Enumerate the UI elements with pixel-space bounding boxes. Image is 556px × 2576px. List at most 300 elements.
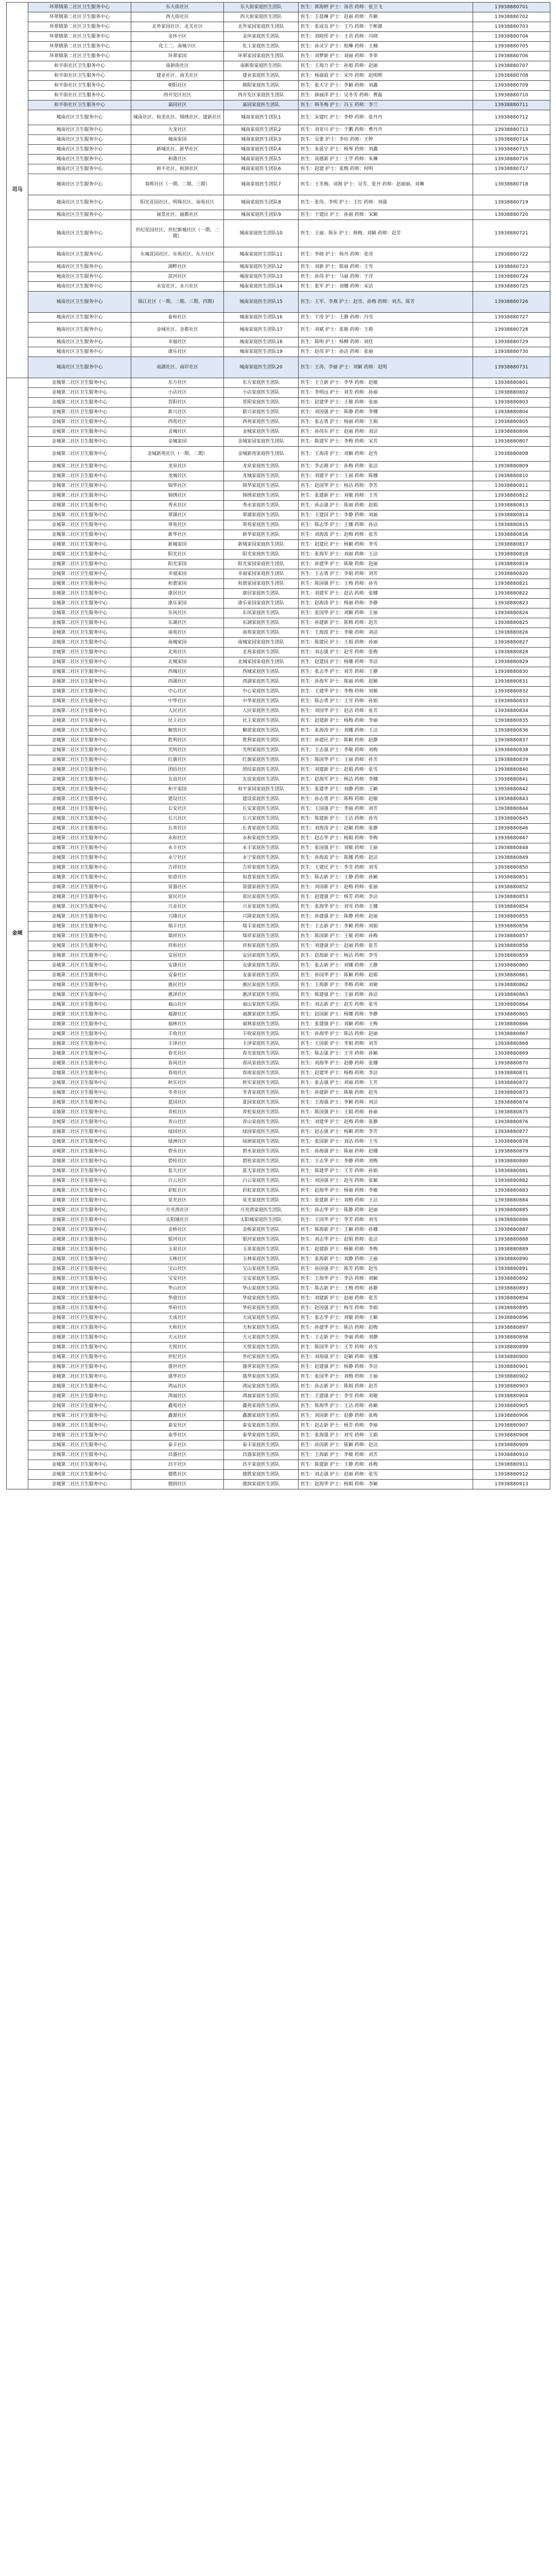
phone-number-cell: 13938880877 (473, 1127, 550, 1137)
table-row (7, 91, 550, 100)
team-name-cell: 阳光家园家庭医生团队 (224, 560, 299, 569)
team-name-cell: 春风家庭医生团队 (224, 1059, 299, 1069)
phone-number-cell: 13938880729 (473, 337, 550, 347)
team-members-cell: 医生：刘海涛 护士：赵颖 药师：张静 (299, 824, 473, 834)
team-members-cell: 医生：赵海军 护士：杨洁 药师：李娜 (299, 775, 473, 785)
service-zone-cell: 幸福社区 (131, 337, 224, 347)
service-zone-cell: 祥和社区 (131, 941, 224, 951)
team-members-cell: 医生：王冬梅、刘海 护士：吴雪、张丹 药师：赵丽丽、刘琳 (299, 174, 473, 195)
team-members-cell: 医生：张建强 护士：刘颖 药师：王梅 (299, 1020, 473, 1029)
service-zone-cell: 东风社区 (131, 608, 224, 618)
team-members-cell: 医生：王建国 护士：李静 药师：刘丽 (299, 511, 473, 520)
table-row (7, 313, 550, 323)
phone-number-cell: 13938880836 (473, 726, 550, 736)
service-zone-cell: 新兴社区 (131, 408, 224, 417)
table-row (7, 628, 550, 638)
service-zone-cell: 新城社区、新华社区 (131, 145, 224, 155)
team-members-cell: 医生：李志刚 护士：孙梅 药师：张洁 (299, 462, 473, 471)
team-name-cell: 和谐家园家庭医生团队 (224, 579, 299, 589)
team-name-cell: 华府家庭医生团队 (224, 1303, 299, 1313)
team-name-cell: 北城家园家庭医生团队 (224, 657, 299, 667)
table-row (7, 1166, 550, 1176)
table-row (7, 1255, 550, 1264)
center-name-cell: 金城第二社区卫生服务中心 (28, 736, 131, 745)
team-members-cell: 医生：陈建新 护士：王洁 药师：孙雪 (299, 814, 473, 824)
service-zone-cell: 蓝天社区 (131, 1166, 224, 1176)
center-name-cell: 金城第二社区卫生服务中心 (28, 560, 131, 569)
center-name-cell: 金城第二社区卫生服务中心 (28, 1235, 131, 1245)
center-name-cell: 金城第二社区卫生服务中心 (28, 1117, 131, 1127)
center-name-cell: 金城第二社区卫生服务中心 (28, 1274, 131, 1284)
roster-body (7, 3, 550, 1489)
team-name-cell: 翠湖家庭医生团队 (224, 511, 299, 520)
team-name-cell: 瑞丰家庭医生团队 (224, 922, 299, 931)
center-name-cell: 环翠镇第二社区卫生服务中心 (28, 32, 131, 42)
phone-number-cell: 13938880704 (473, 32, 550, 42)
center-name-cell: 环翠镇第二社区卫生服务中心 (28, 12, 131, 22)
center-name-cell: 城南社区卫生服务中心 (28, 195, 131, 210)
phone-number-cell: 13938880875 (473, 1108, 550, 1117)
service-zone-cell: 龙泉社区 (131, 462, 224, 471)
phone-number-cell: 13938880899 (473, 1343, 550, 1352)
service-zone-cell: 兴业社区 (131, 902, 224, 912)
team-name-cell: 安泰家庭医生团队 (224, 971, 299, 980)
service-zone-cell: 盛世社区 (131, 1362, 224, 1372)
center-name-cell: 城南社区卫生服务中心 (28, 357, 131, 378)
phone-number-cell: 13938880860 (473, 961, 550, 971)
team-members-cell: 医生：孙建民 护士：陈颖 药师：赵静 (299, 736, 473, 745)
team-members-cell: 医生：刘梦新 护士：刘丽 药师：李菲 (299, 52, 473, 61)
team-name-cell: 西大街家庭医生团队 (224, 12, 299, 22)
team-name-cell: 玉泉家庭医生团队 (224, 1245, 299, 1255)
table-row (7, 765, 550, 775)
service-zone-cell: 大龙社区 (131, 125, 224, 135)
phone-number-cell: 13938880848 (473, 843, 550, 853)
service-zone-cell: 惠民社区 (131, 980, 224, 990)
team-name-cell: 瑞祥家庭医生团队 (224, 931, 299, 941)
service-zone-cell: 锦绣社区 (131, 491, 224, 501)
phone-number-cell: 13938880853 (473, 892, 550, 902)
team-name-cell: 城南家庭医生团队9 (224, 210, 299, 220)
team-members-cell: 医生：张海新 护士：刘静 药师：王丽 (299, 1255, 473, 1264)
table-row (7, 883, 550, 892)
service-zone-cell: 北苑社区 (131, 648, 224, 657)
team-name-cell: 鑫苑家庭医生团队 (224, 1401, 299, 1411)
center-name-cell: 金城第二社区卫生服务中心 (28, 755, 131, 765)
team-members-cell: 医生：王国强 护士：李丽 药师：刘芳 (299, 804, 473, 814)
table-row (7, 520, 550, 530)
center-name-cell: 城南社区卫生服务中心 (28, 135, 131, 145)
table-row (7, 501, 550, 511)
team-name-cell: 长青家庭医生团队 (224, 824, 299, 834)
team-members-cell: 医生：刘志强 护士：赵丽 药师：张雪 (299, 1470, 473, 1480)
service-zone-cell: 华山社区 (131, 1284, 224, 1294)
center-name-cell: 金城第二社区卫生服务中心 (28, 1303, 131, 1313)
center-name-cell: 金城第二社区卫生服务中心 (28, 481, 131, 491)
service-zone-cell: 金域社区、金都社区 (131, 323, 224, 337)
service-zone-cell: 青松社区 (131, 1108, 224, 1117)
team-members-cell: 医生：孙国强 护士：陈芳 药师：赵雪 (299, 1264, 473, 1274)
table-row (7, 834, 550, 843)
service-zone-cell: 德胜社区 (131, 1470, 224, 1480)
center-name-cell: 金城第二社区卫生服务中心 (28, 388, 131, 398)
team-members-cell: 医生：王建强 护士：李雪 药师：刘敏 (299, 1392, 473, 1401)
team-name-cell: 天和家庭医生团队 (224, 1323, 299, 1333)
table-row (7, 550, 550, 560)
table-row (7, 462, 550, 471)
phone-number-cell: 13938880886 (473, 1215, 550, 1225)
team-members-cell: 医生：刘海波 护士：赵梅 药师：张芳 (299, 530, 473, 540)
team-name-cell: 城南家庭医生团队5 (224, 155, 299, 164)
phone-number-cell: 13938880838 (473, 745, 550, 755)
phone-number-cell: 13938880880 (473, 1157, 550, 1166)
table-row (7, 1039, 550, 1049)
team-members-cell: 医生：刘建平 护士：王丽 药师：陈娜 (299, 471, 473, 481)
team-name-cell: 宝山家庭医生团队 (224, 1264, 299, 1274)
table-row (7, 1196, 550, 1206)
team-members-cell: 医生：张建新 护士：刘梅 药师：王洁 (299, 1196, 473, 1206)
team-members-cell: 医生：张建新 护士：刘敏 药师：王雪 (299, 491, 473, 501)
service-zone-cell: 玉林社区 (131, 1255, 224, 1264)
service-zone-cell: 新华社区 (131, 530, 224, 540)
service-zone-cell: 环翠家园 (131, 52, 224, 61)
center-name-cell: 金城第二社区卫生服务中心 (28, 883, 131, 892)
team-members-cell: 医生：刘海华 护士：赵静 药师：张娜 (299, 1059, 473, 1069)
center-name-cell: 金城第二社区卫生服务中心 (28, 1010, 131, 1020)
service-zone-cell: 晋阳社区 (131, 398, 224, 408)
table-row (7, 814, 550, 824)
team-members-cell: 医生：张国华 护士：刘颖 药师：王丽 (299, 608, 473, 618)
team-members-cell: 医生：王国新 护士：李娟 药师：刘芳 (299, 1039, 473, 1049)
service-zone-cell: 天元社区 (131, 1333, 224, 1343)
phone-number-cell: 13938880718 (473, 174, 550, 195)
team-members-cell: 医生：薛丽萍 护士：吴冬雪 药师：曹磊 (299, 91, 473, 100)
service-zone-cell: 和谐家园 (131, 579, 224, 589)
phone-number-cell: 13938880858 (473, 941, 550, 951)
phone-number-cell: 13938880870 (473, 1059, 550, 1069)
team-members-cell: 医生：张海军 护士：刘丽 药师：王洁 (299, 550, 473, 560)
table-row (7, 1127, 550, 1137)
team-members-cell: 医生：张志强 护士：刘丽 药师：王芳 (299, 1078, 473, 1088)
team-members-cell: 医生：陈国强 护士：王娟 药师：孙丽 (299, 1108, 473, 1117)
team-name-cell: 城南家庭医生团队1 (224, 110, 299, 125)
service-zone-cell: 南城家园 (131, 638, 224, 648)
service-zone-cell: 富强社区 (131, 883, 224, 892)
table-row (7, 755, 550, 765)
phone-number-cell: 13938880821 (473, 579, 550, 589)
phone-number-cell: 13938880826 (473, 628, 550, 638)
service-zone-cell: 鸿福社区 (131, 1392, 224, 1401)
center-name-cell: 环翠镇第二社区卫生服务中心 (28, 3, 131, 12)
center-name-cell: 金城第二社区卫生服务中心 (28, 501, 131, 511)
team-members-cell: 医生：陈志新 护士：王静 药师：孙颖 (299, 873, 473, 883)
team-members-cell: 医生：张志华 护士：刘敏 药师：王颖 (299, 1313, 473, 1323)
table-row (7, 42, 550, 52)
center-name-cell: 金城第二社区卫生服务中心 (28, 579, 131, 589)
center-name-cell: 城南社区卫生服务中心 (28, 313, 131, 323)
table-row (7, 824, 550, 834)
team-members-cell: 医生：赵建强 护士：杨芳 药师：李洁 (299, 892, 473, 902)
service-zone-cell: 华庭社区 (131, 1294, 224, 1303)
service-zone-cell: 鑫苑社区 (131, 1401, 224, 1411)
team-name-cell: 银河家庭医生团队 (224, 1235, 299, 1245)
team-name-cell: 建设家庭医生团队 (224, 794, 299, 804)
phone-number-cell: 13938880834 (473, 706, 550, 716)
team-name-cell: 和平家园家庭医生团队 (224, 785, 299, 794)
table-row (7, 1000, 550, 1010)
table-row (7, 1480, 550, 1489)
team-members-cell: 医生：张海涛 护士：刘娜 药师：王洁 (299, 726, 473, 736)
team-name-cell: 碧桂家庭医生团队 (224, 1157, 299, 1166)
service-zone-cell: 碧桂社区 (131, 1157, 224, 1166)
phone-number-cell: 13938880863 (473, 990, 550, 1000)
phone-number-cell: 13938880859 (473, 951, 550, 961)
team-name-cell: 翠苑家庭医生团队 (224, 520, 299, 530)
center-name-cell: 金城第二社区卫生服务中心 (28, 628, 131, 638)
team-members-cell: 医生：王立新 护士：李华 药师：赵敏 (299, 378, 473, 388)
service-zone-cell: 青山社区 (131, 1117, 224, 1127)
table-row (7, 1362, 550, 1372)
service-zone-cell: 南苑社区 (131, 628, 224, 638)
phone-number-cell: 13938880908 (473, 1431, 550, 1440)
service-zone-cell: 银河社区 (131, 1235, 224, 1245)
service-zone-cell: 彩虹社区 (131, 1186, 224, 1196)
team-name-cell: 蓝天家庭医生团队 (224, 1166, 299, 1176)
phone-number-cell: 13938880719 (473, 195, 550, 210)
phone-number-cell: 13938880896 (473, 1313, 550, 1323)
phone-number-cell: 13938880701 (473, 3, 550, 12)
table-row (7, 1029, 550, 1039)
team-members-cell: 医生：陈海华 护士：王洁 药师：孙颖 (299, 1401, 473, 1411)
center-name-cell: 金城第二社区卫生服务中心 (28, 1215, 131, 1225)
phone-number-cell: 13938880831 (473, 677, 550, 687)
center-name-cell: 金城第二社区卫生服务中心 (28, 471, 131, 481)
table-row (7, 135, 550, 145)
center-name-cell: 金城第二社区卫生服务中心 (28, 1313, 131, 1323)
phone-number-cell: 13938880723 (473, 262, 550, 272)
team-members-cell: 医生：张志新 护士：刘娜 药师：王静 (299, 961, 473, 971)
service-zone-cell: 城南社区、和美社区、锦绣社区、建新社区 (131, 110, 224, 125)
service-zone-cell: 如意社区 (131, 873, 224, 883)
service-zone-cell: 和平家园 (131, 785, 224, 794)
phone-number-cell: 13938880885 (473, 1206, 550, 1215)
team-members-cell: 医生：高德新 护士：王学 药师：朱琳 (299, 155, 473, 164)
table-row (7, 794, 550, 804)
team-name-cell: 冬青家庭医生团队 (224, 1088, 299, 1098)
center-name-cell: 城南社区卫生服务中心 (28, 262, 131, 272)
service-zone-cell: 白云社区 (131, 1176, 224, 1186)
center-name-cell: 金城第二社区卫生服务中心 (28, 1352, 131, 1362)
table-row (7, 1206, 550, 1215)
team-members-cell: 医生：刘国新 护士：赵静 药师：张梅 (299, 1411, 473, 1421)
phone-number-cell: 13938880884 (473, 1196, 550, 1206)
table-row (7, 736, 550, 745)
team-members-cell: 医生：赵国强 护士：杨雪 药师：李娟 (299, 1303, 473, 1313)
center-name-cell: 金城第二社区卫生服务中心 (28, 1294, 131, 1303)
service-zone-cell: 华府社区 (131, 1303, 224, 1313)
team-members-cell: 医生：赵海新 护士：杨洁 药师：李雪 (299, 951, 473, 961)
phone-number-cell: 13938880702 (473, 12, 550, 22)
service-zone-cell: 冬青社区 (131, 1088, 224, 1098)
service-zone-cell: 建业社区、南关社区 (131, 71, 224, 81)
team-members-cell: 医生：孙建强 护士：陈静 药师：赵丽 (299, 912, 473, 922)
team-name-cell: 绿洲家庭医生团队 (224, 1137, 299, 1147)
service-zone-cell: 幸福家园 (131, 569, 224, 579)
team-members-cell: 医生：张海华 护士：刘雪 药师：王娜 (299, 902, 473, 912)
center-name-cell: 金城第二社区卫生服务中心 (28, 931, 131, 941)
table-row (7, 648, 550, 657)
team-members-cell: 医生：王志华 护士：李静 药师：刘梅 (299, 1157, 473, 1166)
team-members-cell: 医生：孙志强 护士：陈丽 药师：赵娟 (299, 501, 473, 511)
phone-number-cell: 13938880721 (473, 220, 550, 247)
service-zone-cell: 泰华社区 (131, 1431, 224, 1440)
service-zone-cell: 康乐家园 (131, 599, 224, 608)
table-row (7, 1078, 550, 1088)
team-name-cell: 兴隆家庭医生团队 (224, 912, 299, 922)
phone-number-cell: 13938880850 (473, 863, 550, 873)
team-members-cell: 医生：于涛 护士：王静 药师：冯雪 (299, 313, 473, 323)
center-name-cell: 金城第二社区卫生服务中心 (28, 648, 131, 657)
table-row (7, 941, 550, 951)
team-name-cell: 新华家庭医生团队 (224, 530, 299, 540)
phone-number-cell: 13938880887 (473, 1225, 550, 1235)
team-name-cell: 东大街家庭医生团队 (224, 3, 299, 12)
phone-number-cell: 13938880814 (473, 511, 550, 520)
team-members-cell: 医生：赵建强 护士：杨静 药师：李洁 (299, 1362, 473, 1372)
team-name-cell: 秀水家庭医生团队 (224, 501, 299, 511)
phone-number-cell: 13938880832 (473, 687, 550, 697)
team-members-cell: 医生：刘建新 护士：赵丽 药师：张芳 (299, 1294, 473, 1303)
center-name-cell: 金城第二社区卫生服务中心 (28, 530, 131, 540)
table-row (7, 323, 550, 337)
team-name-cell: 天悦家庭医生团队 (224, 1343, 299, 1352)
team-members-cell: 医生：王志新 护士：李丽 药师：刘静 (299, 1333, 473, 1343)
table-row (7, 347, 550, 357)
team-members-cell: 医生：王涛、李丽 护士：刘颖 药师：赵明 (299, 357, 473, 378)
team-name-cell: 城南家庭医生团队12 (224, 262, 299, 272)
phone-number-cell: 13938880805 (473, 417, 550, 427)
center-name-cell: 金城第二社区卫生服务中心 (28, 1323, 131, 1333)
team-members-cell: 医生：张国华 护士：刘梅 药师：王丽 (299, 1372, 473, 1382)
team-members-cell: 医生：刘建华 护士：赵梅 药师：张静 (299, 1117, 473, 1127)
table-row (7, 599, 550, 608)
table-row (7, 272, 550, 282)
team-members-cell: 医生：张成良 护士：王巧 药师：于彬源 (299, 22, 473, 32)
service-zone-cell: 东湖社区 (131, 618, 224, 628)
phone-number-cell: 13938880825 (473, 618, 550, 628)
table-row (7, 1294, 550, 1303)
phone-number-cell: 13938880817 (473, 540, 550, 550)
center-name-cell: 金城第二社区卫生服务中心 (28, 873, 131, 883)
team-members-cell: 医生：刘志强 护士：赵雪 药师：张梅 (299, 648, 473, 657)
table-row (7, 540, 550, 550)
team-name-cell: 西开发区家庭医生团队 (224, 91, 299, 100)
area-cell: 金城 (7, 378, 28, 1489)
team-name-cell: 民主家庭医生团队 (224, 716, 299, 726)
team-members-cell: 医生：陈志强 护士：王雪 药师：孙颖 (299, 1049, 473, 1059)
service-zone-cell: 鑫源社区 (131, 1411, 224, 1421)
center-name-cell: 金城第二社区卫生服务中心 (28, 1176, 131, 1186)
table-row (7, 1440, 550, 1450)
center-name-cell: 金城第二社区卫生服务中心 (28, 1255, 131, 1264)
center-name-cell: 金城第二社区卫生服务中心 (28, 1166, 131, 1176)
phone-number-cell: 13938880840 (473, 765, 550, 775)
phone-number-cell: 13938880846 (473, 824, 550, 834)
team-name-cell: 惠泽家庭医生团队 (224, 990, 299, 1000)
service-zone-cell: 昌盛社区 (131, 1450, 224, 1460)
table-row (7, 125, 550, 135)
center-name-cell: 金城第二社区卫生服务中心 (28, 1372, 131, 1382)
team-members-cell: 医生：孙海波 护士：陈娜 药师：赵洁 (299, 853, 473, 863)
team-name-cell: 永和家庭医生团队 (224, 834, 299, 843)
table-row (7, 408, 550, 417)
team-members-cell: 医生：赵国华 护士：杨洁 药师：李芳 (299, 481, 473, 491)
service-zone-cell: 东城花园社区、东苑社区、东方社区 (131, 247, 224, 262)
team-members-cell: 医生：王晨琳 护士：赵丽 药师：乔颖 (299, 12, 473, 22)
center-name-cell: 金城第二社区卫生服务中心 (28, 1362, 131, 1372)
team-members-cell: 医生：孙志华 护士：陈静 药师：赵丽 (299, 1206, 473, 1215)
team-name-cell: 昌盛家庭医生团队 (224, 1450, 299, 1460)
table-row (7, 1372, 550, 1382)
table-row (7, 618, 550, 628)
phone-number-cell: 13938880855 (473, 912, 550, 922)
phone-number-cell: 13938880809 (473, 462, 550, 471)
team-name-cell: 胜利家庭医生团队 (224, 736, 299, 745)
center-name-cell: 城南社区卫生服务中心 (28, 323, 131, 337)
team-members-cell: 医生：孙国华 护士：陈颖 药师：赵娟 (299, 971, 473, 980)
team-name-cell: 泰华家庭医生团队 (224, 1431, 299, 1440)
phone-number-cell: 13938880706 (473, 52, 550, 61)
phone-number-cell: 13938880823 (473, 599, 550, 608)
team-name-cell: 小店家庭医生团队 (224, 388, 299, 398)
phone-number-cell: 13938880872 (473, 1078, 550, 1088)
team-name-cell: 城南家庭医生团队19 (224, 347, 299, 357)
center-name-cell: 金城第二社区卫生服务中心 (28, 1157, 131, 1166)
team-members-cell: 医生：李晓 护士：杨丹 药师：张亮 (299, 247, 473, 262)
team-name-cell: 龙泉家庭医生团队 (224, 462, 299, 471)
service-zone-cell: 天悦社区 (131, 1343, 224, 1352)
team-members-cell: 医生：张天宇 护士：李颖 药师：刘鑫 (299, 81, 473, 91)
team-name-cell: 城南家庭医生团队6 (224, 164, 299, 174)
team-name-cell: 南苑家庭医生团队 (224, 628, 299, 638)
team-members-cell: 医生：王海新 护士：李梅 药师：刘敏 (299, 980, 473, 990)
team-name-cell: 富强家庭医生团队 (224, 883, 299, 892)
phone-number-cell: 13938880862 (473, 980, 550, 990)
team-name-cell: 青山家庭医生团队 (224, 1117, 299, 1127)
team-members-cell: 医生：赵建华 护士：杨梅 药师：李洁 (299, 1069, 473, 1078)
phone-number-cell: 13938880910 (473, 1450, 550, 1460)
service-zone-cell: 丰收社区 (131, 1029, 224, 1039)
team-name-cell: 环翠家园家庭医生团队 (224, 52, 299, 61)
phone-number-cell: 13938880909 (473, 1440, 550, 1450)
phone-number-cell: 13938880903 (473, 1382, 550, 1392)
team-name-cell: 祥和家庭医生团队 (224, 941, 299, 951)
phone-number-cell: 13938880709 (473, 81, 550, 91)
phone-number-cell: 13938880845 (473, 814, 550, 824)
phone-number-cell: 13938880900 (473, 1352, 550, 1362)
team-name-cell: 城南家庭医生团队20 (224, 357, 299, 378)
service-zone-cell: 西开发区社区 (131, 91, 224, 100)
center-name-cell: 金城第二社区卫生服务中心 (28, 569, 131, 579)
service-zone-cell: 西湖社区 (131, 677, 224, 687)
service-zone-cell: 月亮湾社区 (131, 1206, 224, 1215)
team-members-cell: 医生：刘志华 护士：赵娟 药师：张洁 (299, 1235, 473, 1245)
center-name-cell: 金城第二社区卫生服务中心 (28, 951, 131, 961)
center-name-cell: 城南社区卫生服务中心 (28, 347, 131, 357)
phone-number-cell: 13938880847 (473, 834, 550, 843)
service-zone-cell: 福源社区 (131, 1010, 224, 1020)
phone-number-cell: 13938880893 (473, 1284, 550, 1294)
